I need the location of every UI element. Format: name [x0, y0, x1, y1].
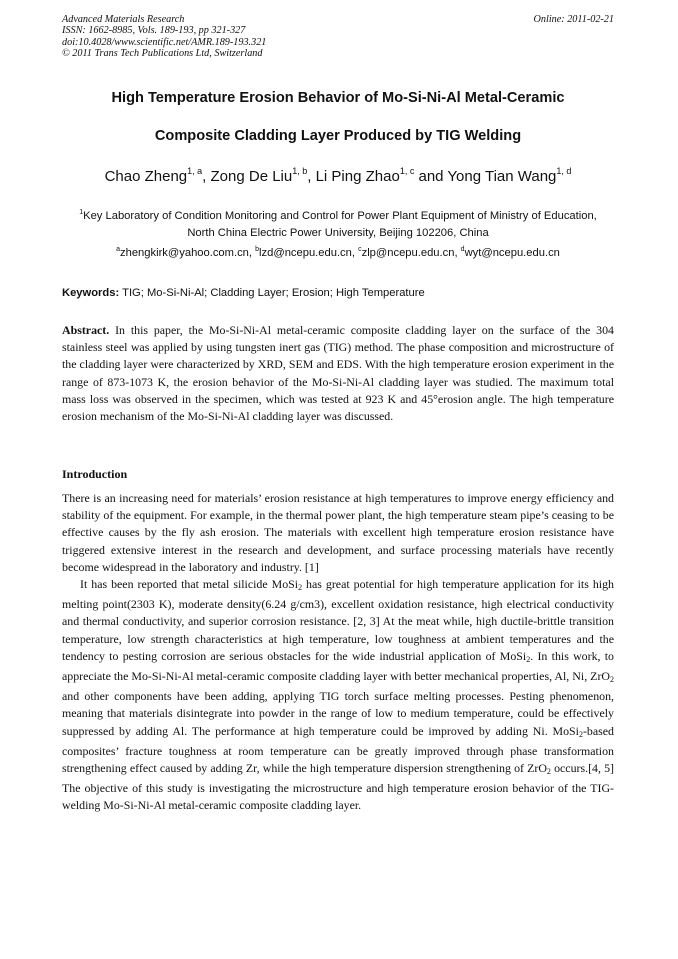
author-marker: 1, b — [292, 166, 308, 176]
title-line-2: Composite Cladding Layer Produced by TIG Welding — [154, 128, 522, 144]
title-line-1: High Temperature Erosion Behavior of Mo-Si-Ni-Al Metal-Ceramic — [111, 90, 565, 106]
affiliation-marker: 1 — [79, 209, 84, 216]
affiliation — [70, 204, 606, 242]
email-address[interactable]: lzd@ncepu.edu.cn — [259, 247, 352, 259]
email-list: $^a$zhengkirk@yahoo.com.cn, $^b$lzd@ncepu.edu.cn, $^c$zlp@ncepu.edu.cn, $^d$wyt@ncepu.edu.cn — [116, 246, 560, 259]
issn-line: ISSN: 1662-8985, Vols. 189-193, pp 321-327 — [62, 25, 246, 37]
affiliation-text: Key Laboratory of Condition Monitoring and Control for Power Plant Equipment of Ministry of Education, North China Electric Power University, Beijing 102206, China — [83, 210, 597, 239]
abstract-text: In this paper, the Mo-Si-Ni-Al metal-ceramic composite cladding layer on the surface of the 304 stainless steel was applied by using tungsten inert gas (TIG) method. The phase composition and microstructure of the cladding layer were characterized by XRD, SEM and EDS. With the high temperature erosion experiment in the range of 873-1073 K, the erosion behavior of the Mo-Si-Ni-Al cladding layer was studied. The maximum total mass loss was observed in the specimen, which was tested at 923 K and 45°erosion angle. The high temperature erosion mechanism of the Mo-Si-Ni-Al cladding layer was discussed. — [62, 323, 614, 424]
intro-paragraph-1: There is an increasing need for materials’ erosion resistance at high temperatures to improve energy efficiency and stability of the equipment. For example, in the thermal power plant, the high temperature steam pipe’s ceasing to be effective causes by the fly ash erosion. The materials with excellent high temperature erosion resistance have triggered extensive interest in the research and development, and surface processing materials have recently become widespread in the laboratory and industry. [1] — [62, 491, 614, 574]
keywords-label: Keywords: — [62, 287, 120, 299]
introduction-heading: Introduction — [62, 467, 128, 481]
online-date: Online: 2011-02-21 — [533, 14, 614, 25]
email-address[interactable]: zlp@ncepu.edu.cn — [361, 247, 455, 259]
author-marker: 1, c — [399, 166, 415, 176]
intro-paragraph-2 — [62, 576, 614, 815]
copyright-line: © 2011 Trans Tech Publications Ltd, Switzerland — [62, 48, 263, 60]
author-name: Li Ping Zhao — [315, 168, 400, 185]
paragraph-text: and other components have been adding, applying TIG torch surface melting processes. Pesting phenomenon, meaning that materials disintegrate into powder in the range of low to medium temperature, could be effectively suppressed by adding Al. The performance at high temperature could be improved by adding Ni. MoSi — [62, 689, 614, 738]
author-name: Chao Zheng — [104, 168, 188, 185]
introduction-body — [62, 490, 614, 815]
author-marker: 1, a — [187, 166, 203, 176]
journal-header — [62, 14, 614, 60]
author-name: Zong De Liu — [210, 168, 293, 185]
paragraph-text: -based composites’ fracture toughness at room temperature can be greatly improved through phase transformation strengthening effect caused by adding Zr, while the high temperature dispersion strengthening of ZrO — [62, 723, 614, 776]
abstract-label: Abstract. — [62, 323, 110, 337]
author-name: Yong Tian Wang — [447, 168, 557, 185]
email-marker: b — [255, 246, 260, 253]
subscript: 2 — [298, 583, 303, 593]
email-marker: c — [358, 246, 362, 253]
doi-line: doi:10.4028/www.scientific.net/AMR.189-193.321 — [62, 36, 267, 48]
email-address[interactable]: zhengkirk@yahoo.com.cn — [120, 247, 249, 259]
email-marker: a — [116, 246, 121, 253]
journal-name: Advanced Materials Research — [62, 14, 185, 25]
subscript: 2 — [526, 654, 531, 664]
author-marker: 1, d — [556, 166, 572, 176]
paragraph-text: has great potential for high temperature application for its high melting point(2303 K), moderate density(6.24 g/cm3), excellent oxidation resistance, high electrical conductivity and thermal conductivity, and superior corrosion resistance. [2, 3] At the meat while, high ductile-brittle transition temperature, low strength characteristics at high temperature, low toughness at ambient temperatures and the tendency to pesting corrosion are serious obstacles for the wide industrial application of MoSi — [62, 577, 614, 663]
subscript: 2 — [578, 729, 583, 739]
email-marker: d — [460, 246, 465, 253]
email-address[interactable]: wyt@ncepu.edu.cn — [464, 247, 560, 259]
paper-title — [62, 90, 614, 166]
subscript: 2 — [546, 767, 551, 777]
paragraph-text: . In this work, to appreciate the Mo-Si-Ni-Al metal-ceramic composite cladding layer with better mechanical properties, Al, Ni, ZrO — [62, 648, 615, 684]
subscript: 2 — [610, 675, 614, 685]
abstract — [62, 322, 614, 425]
paragraph-text: occurs.[4, 5] The objective of this study is investigating the microstructure and high temperature erosion behavior of the TIG-welding Mo-Si-Ni-Al metal-ceramic composite cladding layer. — [62, 761, 614, 813]
keywords — [62, 287, 614, 299]
paragraph-text: It has been reported that metal silicide MoSi — [80, 577, 299, 592]
keywords-text: TIG; Mo-Si-Ni-Al; Cladding Layer; Erosion; High Temperature — [122, 287, 425, 299]
author-list: Chao Zheng$^{1, a}$, Zong De Liu$^{1, b}$, Li Ping Zhao$^{1, c}$ and Yong Tian Wang$^{1, d}$ — [104, 166, 572, 185]
